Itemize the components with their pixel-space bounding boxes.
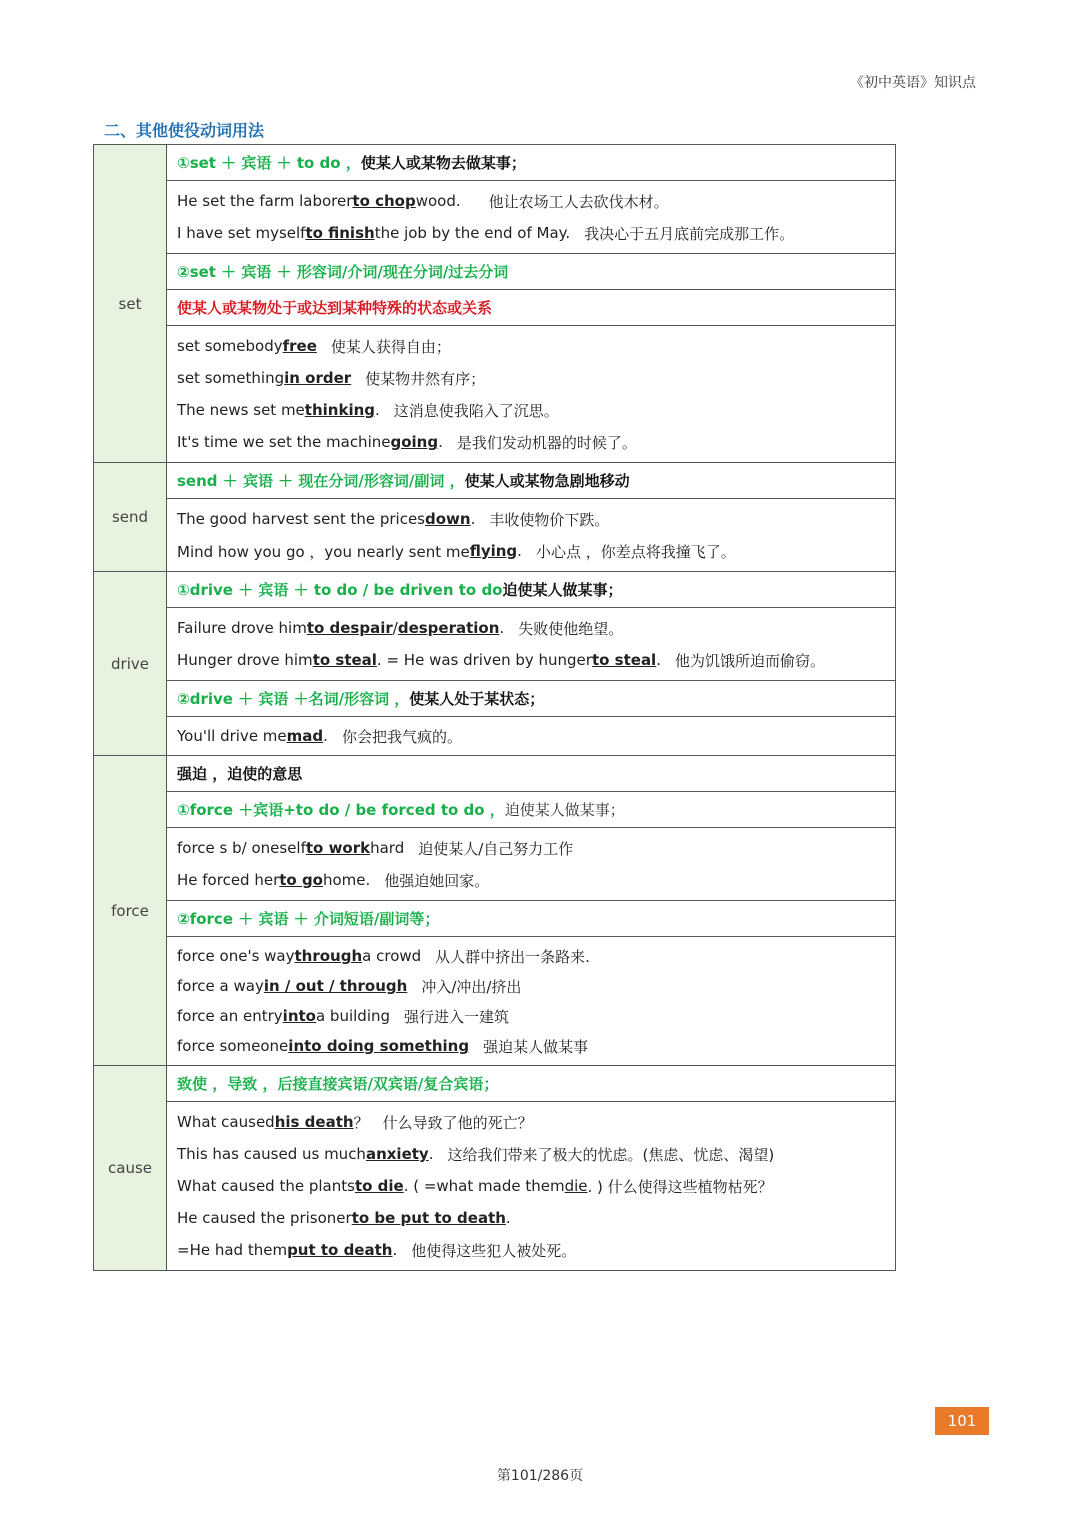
page-number-badge: 101 [935, 1407, 989, 1435]
example-text: ？ [353, 1113, 369, 1132]
example-keyword: die [564, 1177, 588, 1195]
example-keyword: desperation [397, 619, 500, 637]
example-line [177, 1138, 895, 1170]
example-keyword: thinking [304, 401, 375, 419]
example-keyword: going [390, 433, 439, 451]
example-text: I have set myself [177, 224, 306, 242]
example-translation: 他让农场工人去砍伐木材。 [488, 192, 669, 211]
example-text: set something [177, 369, 285, 387]
rule-row-highlight [167, 289, 895, 325]
example-keyword: to steal [591, 651, 657, 669]
example-line [177, 535, 895, 567]
verb-label-set: set [93, 145, 167, 462]
example-line [177, 612, 895, 644]
example-text: . [428, 1145, 434, 1163]
example-keyword: down [425, 510, 471, 528]
rule-pattern: ②set ＋ 宾语 ＋ 形容词/介词/现在分词/过去分词 [177, 263, 509, 281]
rule-meaning: 使某人或某物处于或达到某种特殊的状态或关系 [177, 299, 493, 317]
example-line [177, 330, 895, 362]
rule-row [167, 145, 895, 180]
example-keyword: to die [354, 1177, 404, 1195]
example-translation: 小心点 ，你差点将我撞飞了。 [535, 542, 736, 561]
rule-meaning: 迫使某人做某事； [504, 801, 625, 819]
group-cause [93, 1066, 896, 1271]
example-line [177, 185, 895, 217]
examples-block [167, 827, 895, 900]
rule-row [167, 680, 895, 716]
example-keyword: anxiety [365, 1145, 429, 1163]
example-text: Hunger drove him [177, 651, 313, 669]
example-keyword: in order [284, 369, 352, 387]
example-translation: 你会把我气疯的。 [341, 727, 462, 746]
verb-label-drive: drive [93, 572, 167, 755]
rule-row [167, 756, 895, 791]
example-text: What caused the plants [177, 1177, 355, 1195]
example-translation: 冲入/冲出/挤出 [421, 977, 522, 996]
example-text: / [392, 619, 398, 637]
example-keyword: free [282, 337, 317, 355]
example-text: a building [315, 1007, 391, 1025]
example-text: force a way [177, 977, 264, 995]
example-text: wood. [415, 192, 461, 210]
rule-meaning: 使某人或某物急剧地移动 [464, 472, 630, 490]
example-text: . [517, 542, 522, 560]
rule-pattern: send ＋ 宾语 ＋ 现在分词/形容词/副词 ， [177, 472, 465, 490]
example-text: force s b/ oneself [177, 839, 306, 857]
examples-block [167, 180, 895, 253]
example-text: The news set me [177, 401, 305, 419]
example-translation: 这给我们带来了极大的忧虑。(焦虑、忧虑、渴望) [447, 1145, 775, 1164]
example-text: a crowd [362, 947, 422, 965]
example-line [177, 1202, 895, 1234]
group-drive [93, 572, 896, 756]
examples-block [167, 936, 895, 1065]
example-text: You'll drive me [177, 727, 287, 745]
example-translation: 是我们发动机器的时候了。 [456, 433, 637, 452]
example-line [177, 362, 895, 394]
group-send-content [167, 463, 896, 571]
rule-pattern: ①set ＋ 宾语 ＋ to do ， [177, 154, 361, 172]
example-translation: 这消息使我陷入了沉思。 [393, 401, 559, 420]
example-text: hard [370, 839, 405, 857]
group-set [93, 145, 896, 463]
example-line [177, 721, 895, 751]
group-send [93, 463, 896, 572]
rule-pattern: ②drive ＋ 宾语 ＋名词/形容词 ， [177, 690, 410, 708]
example-text: . ( =what made them [403, 1177, 565, 1195]
rule-meaning: 强迫 ，迫使的意思 [177, 765, 303, 783]
example-text: . [499, 619, 505, 637]
examples-block [167, 498, 895, 571]
rule-row [167, 900, 895, 936]
example-text: force an entry [177, 1007, 283, 1025]
example-text: It's time we set the machine [177, 433, 391, 451]
example-text: . [392, 1241, 398, 1259]
example-text: . = He was driven by hunger [376, 651, 592, 669]
example-text: . [470, 510, 476, 528]
example-keyword: mad [286, 727, 324, 745]
example-translation: 他为饥饿所迫而偷窃。 [674, 651, 825, 670]
example-translation: 什么导致了他的死亡？ [382, 1113, 533, 1132]
example-keyword: his death [274, 1113, 354, 1131]
example-line [177, 1170, 895, 1202]
example-text: home. [323, 871, 371, 889]
example-line [177, 832, 895, 864]
rule-meaning: 使某人或某物去做某事； [360, 154, 526, 172]
group-force-content [167, 756, 896, 1065]
example-text: Mind how you go ，you nearly sent me [177, 542, 470, 561]
examples-block [167, 325, 895, 462]
example-text: . [438, 433, 443, 451]
examples-block [167, 1101, 895, 1270]
group-cause-content [167, 1066, 896, 1270]
example-keyword: into [282, 1007, 316, 1025]
rule-pattern: ①force ＋宾语+to do / be forced to do ， [177, 801, 505, 819]
example-text: force one's way [177, 947, 295, 965]
causative-verbs-table [93, 144, 896, 1271]
example-translation: 使某物井然有序； [365, 369, 486, 388]
example-text: . [375, 401, 380, 419]
example-line [177, 1106, 895, 1138]
example-translation: 强行进入一建筑 [404, 1007, 510, 1026]
example-keyword: through [294, 947, 363, 965]
example-translation: 从人群中挤出一条路来. [435, 947, 590, 966]
rule-row [167, 572, 895, 607]
rule-meaning: 迫使某人做某事； [502, 581, 623, 599]
group-drive-content [167, 572, 896, 755]
example-line [177, 1234, 895, 1266]
examples-block [167, 607, 895, 680]
example-keyword: to steal [312, 651, 377, 669]
example-line [177, 644, 895, 676]
example-text: The good harvest sent the prices [177, 510, 425, 528]
rule-row [167, 253, 895, 289]
example-translation: 他强迫她回家。 [384, 871, 490, 890]
example-line [177, 1001, 895, 1031]
example-text: He forced her [177, 871, 280, 889]
example-keyword: in / out / through [263, 977, 408, 995]
example-text: What caused [177, 1113, 275, 1131]
example-keyword: to be put to death [351, 1209, 506, 1227]
example-text: . [656, 651, 661, 669]
example-line [177, 426, 895, 458]
example-text: the job by the end of May. [374, 224, 571, 242]
example-line [177, 941, 895, 971]
example-line [177, 864, 895, 896]
rule-row [167, 1066, 895, 1101]
section-title: 二、其他使役动词用法 [104, 121, 265, 140]
example-line [177, 217, 895, 249]
example-line [177, 971, 895, 1001]
example-keyword: into doing something [288, 1037, 470, 1055]
example-translation: 他使得这些犯人被处死。 [411, 1241, 577, 1260]
document-header-title: 《初中英语》知识点 [850, 75, 976, 91]
example-text: . [505, 1209, 511, 1227]
example-text: He set the farm laborer [177, 192, 353, 210]
verb-label-cause: cause [93, 1066, 167, 1270]
example-text: This has caused us much [177, 1145, 366, 1163]
example-text: force someone [177, 1037, 289, 1055]
verb-label-send: send [93, 463, 167, 571]
example-translation: 使某人获得自由； [330, 337, 451, 356]
example-line [177, 503, 895, 535]
example-text: He caused the prisoner [177, 1209, 352, 1227]
example-translation: 我决心于五月底前完成那工作。 [584, 224, 795, 243]
example-translation: 迫使某人/自己努力工作 [418, 839, 574, 858]
example-keyword: to finish [305, 224, 375, 242]
rule-pattern: ②force ＋ 宾语 ＋ 介词短语/副词等； [177, 910, 440, 928]
verb-label-force: force [93, 756, 167, 1065]
example-text: Failure drove him [177, 619, 307, 637]
example-keyword: to despair [306, 619, 393, 637]
example-translation: 强迫某人做某事 [483, 1037, 589, 1056]
rule-meaning: 使某人处于某状态； [409, 690, 545, 708]
example-keyword: to chop [352, 192, 416, 210]
group-force [93, 756, 896, 1066]
examples-block [167, 716, 895, 755]
rule-pattern: 致使 ，导致 ，后接直接宾语/双宾语/复合宾语； [177, 1075, 499, 1093]
example-line [177, 1031, 895, 1061]
example-keyword: flying [469, 542, 518, 560]
example-keyword: put to death [287, 1241, 393, 1259]
example-translation: 丰收使物价下跌。 [489, 510, 610, 529]
example-line [177, 394, 895, 426]
page-footer-counter: 第101/286页 [496, 1468, 584, 1484]
rule-pattern: ①drive ＋ 宾语 ＋ to do / be driven to do [177, 581, 503, 599]
rule-row [167, 463, 895, 498]
example-text: =He had them [177, 1241, 288, 1259]
group-set-content [167, 145, 896, 462]
example-translation: 失败使他绝望。 [518, 619, 624, 638]
example-keyword: to go [279, 871, 323, 889]
example-text: . ) 什么使得这些植物枯死？ [587, 1177, 773, 1196]
example-keyword: to work [305, 839, 371, 857]
example-text: set somebody [177, 337, 283, 355]
rule-row [167, 791, 895, 827]
example-text: . [323, 727, 328, 745]
